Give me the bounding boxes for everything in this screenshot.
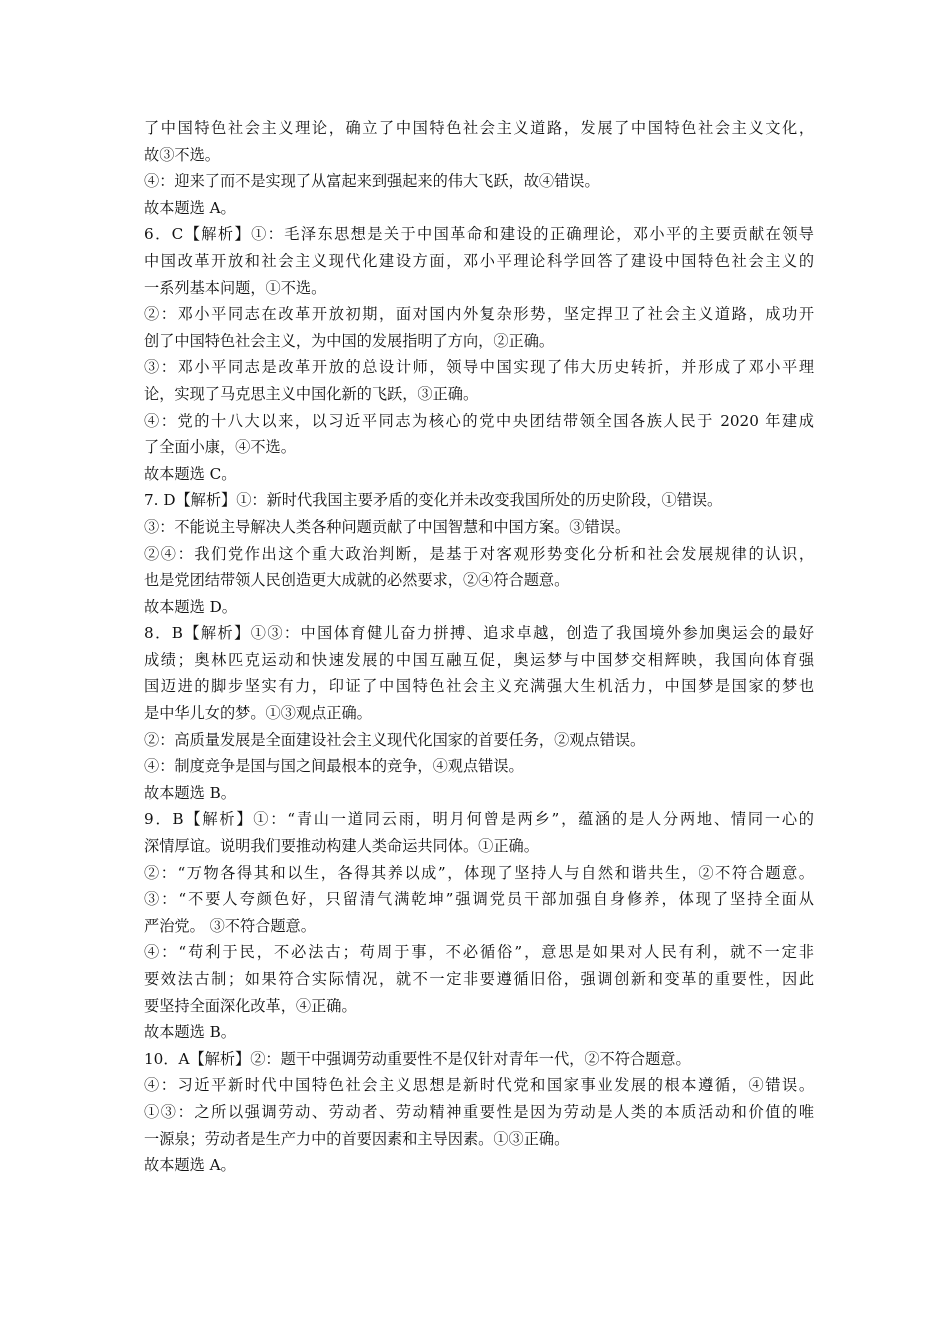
text-line: 9．B【解析】①：“青山一道同云雨，明月何曾是两乡”，蕴涵的是人分两地、情同一心的 [144, 810, 814, 829]
text-line: ④：习近平新时代中国特色社会主义思想是新时代党和国家事业发展的根本遵循，④错误。 [144, 1076, 814, 1095]
text-line: 要效法古制；如果符合实际情况，就不一定非要遵循旧俗，强调创新和变革的重要性，因此 [144, 970, 814, 988]
text-line: 论，实现了马克思主义中国化新的飞跃，③正确。 [144, 384, 479, 403]
text-line: ④：“苟利于民，不必法古；苟周于事，不必循俗”，意思是如果对人民有利，就不一定非 [144, 943, 814, 962]
text-line: ④：党的十八大以来，以习近平同志为核心的党中央团结带领全国各族人民于 2020 年建成 [144, 411, 814, 430]
text-line: ③：邓小平同志是改革开放的总设计师，领导中国实现了伟大历史转折，并形成了邓小平理 [144, 358, 814, 377]
text-line: 故本题选 B。 [144, 1023, 236, 1042]
text-line: 是中华儿女的梦。①③观点正确。 [144, 704, 372, 723]
text-line: 了中国特色社会主义理论，确立了中国特色社会主义道路，发展了中国特色社会主义文化， [144, 119, 814, 137]
text-line: 8．B【解析】①③：中国体育健儿奋力拼搏、追求卓越，创造了我国境外参加奥运会的最好 [144, 624, 814, 643]
text-line: 国迈进的脚步坚实有力，印证了中国特色社会主义充满强大生机活力，中国梦是国家的梦也 [144, 677, 814, 696]
text-line: 故③不选。 [144, 145, 220, 164]
text-line: ③：“不要人夸颜色好，只留清气满乾坤”强调党员干部加强自身修养，体现了坚持全面从 [144, 890, 814, 909]
text-line: 故本题选 C。 [144, 464, 237, 483]
text-line: ②④：我们党作出这个重大政治判断，是基于对客观形势变化分析和社会发展规律的认识， [144, 544, 814, 563]
text-line: 中国改革开放和社会主义现代化建设方面，邓小平理论科学回答了建设中国特色社会主义的 [144, 251, 814, 270]
text-line: 一源泉；劳动者是生产力中的首要因素和主导因素。①③正确。 [144, 1129, 570, 1148]
text-line: 了全面小康，④不选。 [144, 438, 296, 457]
text-line: 一系列基本问题，①不选。 [144, 278, 327, 297]
text-line: ②：邓小平同志在改革开放初期，面对国内外复杂形势，坚定捍卫了社会主义道路，成功开 [144, 305, 814, 324]
text-line: ②：高质量发展是全面建设社会主义现代化国家的首要任务，②观点错误。 [144, 730, 646, 749]
text-line: ①③：之所以强调劳动、劳动者、劳动精神重要性是因为劳动是人类的本质活动和价值的唯 [144, 1102, 814, 1121]
text-line: ③：不能说主导解决人类各种问题贡献了中国智慧和中国方案。③错误。 [144, 517, 630, 536]
text-line: 7. D【解析】①：新时代我国主要矛盾的变化并未改变我国所处的历史阶段，①错误。 [144, 491, 723, 510]
text-line: 成绩；奥林匹克运动和快速发展的中国互融互促，奥运梦与中国梦交相辉映，我国向体育强 [144, 650, 814, 669]
text-line: 6．C【解析】①：毛泽东思想是关于中国革命和建设的正确理论，邓小平的主要贡献在领导 [144, 225, 814, 244]
text-line: ②：“万物各得其和以生，各得其养以成”，体现了坚持人与自然和谐共生，②不符合题意。 [144, 863, 814, 882]
text-line: ④：迎来了而不是实现了从富起来到强起来的伟大飞跃，故④错误。 [144, 172, 600, 191]
text-line: 要坚持全面深化改革，④正确。 [144, 996, 357, 1015]
text-line: 严治党。 ③不符合题意。 [144, 916, 316, 935]
text-line: ④：制度竞争是国与国之间最根本的竞争，④观点错误。 [144, 757, 524, 776]
text-line: 也是党团结带领人民创造更大成就的必然要求，②④符合题意。 [144, 571, 570, 590]
text-line: 深情厚谊。说明我们要推动构建人类命运共同体。①正确。 [144, 837, 539, 856]
text-line: 故本题选 B。 [144, 783, 236, 802]
text-line: 故本题选 D。 [144, 597, 237, 616]
text-line: 10．A【解析】②：题干中强调劳动重要性不是仅针对青年一代，②不符合题意。 [144, 1049, 691, 1068]
text-line: 故本题选 A。 [144, 198, 236, 217]
text-line: 创了中国特色社会主义，为中国的发展指明了方向，②正确。 [144, 331, 555, 350]
answer-explanations [144, 115, 814, 1179]
text-line: 故本题选 A。 [144, 1156, 236, 1175]
